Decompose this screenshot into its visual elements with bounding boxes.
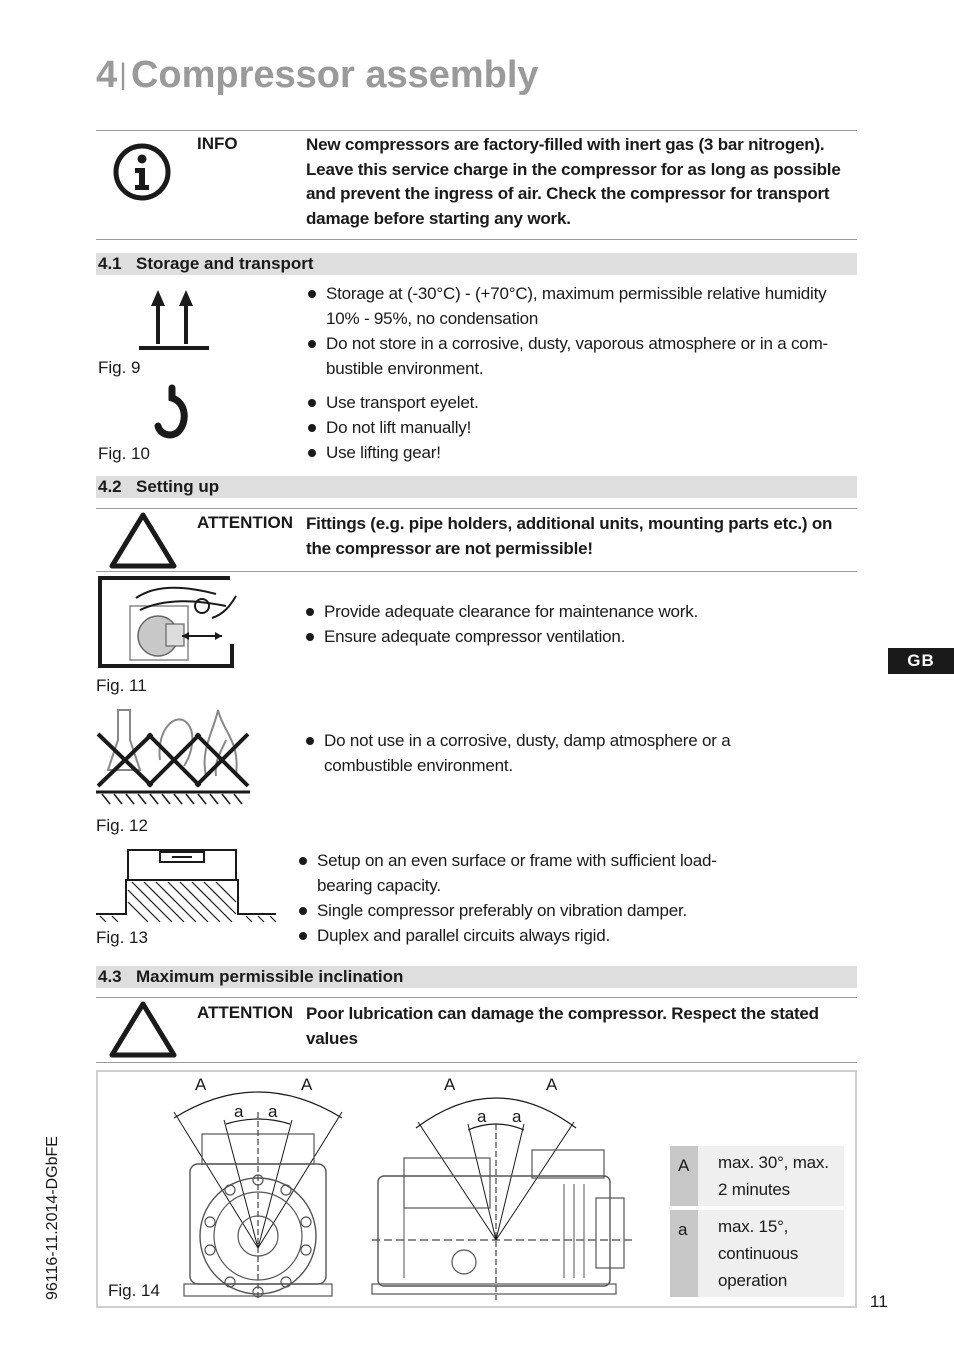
list-item: Provide adequate clearance for maintenance work. — [304, 599, 857, 624]
clearance-bullets — [304, 599, 857, 649]
table-row — [670, 1210, 844, 1297]
angle-label: A — [195, 1075, 207, 1094]
section-title: Maximum permissible inclination — [136, 967, 404, 986]
list-item: Do not store in a corrosive, dusty, vaporous atmosphere or in a com-bustible environment. — [306, 331, 857, 381]
even-surface-figure — [96, 848, 278, 928]
angle-label: A — [444, 1075, 456, 1094]
section-number: 4.1 — [98, 254, 122, 273]
warning-triangle-icon — [108, 999, 178, 1059]
warning-triangle-icon — [108, 510, 178, 570]
language-tab: GB — [888, 648, 954, 674]
this-way-up-icon — [136, 288, 212, 352]
list-item: Do not lift manually! — [306, 415, 857, 440]
angle-label: a — [234, 1102, 244, 1121]
list-item: Ensure adequate compressor ventilation. — [304, 624, 857, 649]
table-value: max. 30°, max. 2 minutes — [698, 1146, 844, 1206]
hook-icon — [150, 384, 194, 440]
angle-label: a — [268, 1102, 278, 1121]
angle-label: a — [477, 1107, 487, 1126]
section-header-4-3 — [96, 966, 857, 988]
fig9-label: Fig. 9 — [98, 358, 141, 377]
compressor-front-view-drawing — [170, 1072, 350, 1304]
list-item: Single compressor preferably on vibration damper. — [297, 898, 747, 923]
section-title: Setting up — [136, 477, 220, 496]
list-item: Do not use in a corrosive, dusty, damp atmosphere or a combustible environment. — [304, 728, 774, 778]
divider — [96, 239, 857, 240]
transport-bullets — [306, 390, 857, 465]
page-title — [96, 54, 539, 97]
section-header-4-2 — [96, 476, 857, 498]
fig14-label: Fig. 14 — [108, 1281, 160, 1300]
list-item: Duplex and parallel circuits always rigid. — [297, 923, 747, 948]
ventilation-clearance-figure — [96, 576, 246, 670]
fig10-label: Fig. 10 — [98, 444, 150, 463]
list-item: Setup on an even surface or frame with sufficient load-bearing capacity. — [297, 848, 747, 898]
divider — [96, 130, 857, 131]
divider — [96, 1062, 857, 1063]
fig11-label: Fig. 11 — [96, 676, 147, 695]
info-label: INFO — [197, 134, 238, 153]
table-key: A — [670, 1146, 698, 1206]
chapter-number: 4 — [96, 54, 118, 96]
section-number: 4.3 — [98, 967, 122, 986]
angle-label: A — [301, 1075, 313, 1094]
attention-label: ATTENTION — [197, 1003, 294, 1022]
divider — [96, 997, 857, 998]
angle-label: a — [512, 1107, 522, 1126]
info-text: New compressors are factory-filled with inert gas (3 bar nitrogen). Leave this service charge in the compressor for as long as possible and prevent the ingress of air. Check the compressor for transport damage before starting any work. — [306, 135, 841, 228]
surface-bullets — [297, 848, 747, 948]
no-corrosive-environment-figure — [96, 700, 252, 808]
table-row — [670, 1146, 844, 1206]
attention-text: Fittings (e.g. pipe holders, additional units, mounting parts etc.) on the compressor are not permissible! — [306, 514, 833, 558]
section-header-4-1 — [96, 253, 857, 275]
info-icon — [112, 142, 172, 202]
chapter-title: Compressor assembly — [130, 54, 539, 96]
storage-bullets — [306, 281, 857, 381]
divider — [96, 508, 857, 509]
page-number: 11 — [870, 1292, 888, 1311]
attention-label: ATTENTION — [197, 513, 294, 532]
table-key: a — [670, 1210, 698, 1297]
section-title: Storage and transport — [136, 254, 314, 273]
list-item: Storage at (-30°C) - (+70°C), maximum permissible relative humidity 10% - 95%, no condensation — [306, 281, 857, 331]
section-number: 4.2 — [98, 477, 122, 496]
list-item: Use transport eyelet. — [306, 390, 857, 415]
list-item: Use lifting gear! — [306, 440, 857, 465]
document-code: 96116-11.2014-DGbFE — [44, 1136, 61, 1300]
fig13-label: Fig. 13 — [96, 928, 148, 947]
divider — [96, 571, 857, 572]
compressor-side-view-drawing — [364, 1072, 644, 1304]
fig12-label: Fig. 12 — [96, 816, 148, 835]
inclination-table — [670, 1142, 844, 1301]
table-value: max. 15°, continuous operation — [698, 1210, 844, 1297]
environment-bullets — [304, 728, 774, 778]
angle-label: A — [546, 1075, 558, 1094]
title-separator: | — [119, 58, 127, 91]
attention-text: Poor lubrication can damage the compressor. Respect the stated values — [306, 1004, 819, 1048]
